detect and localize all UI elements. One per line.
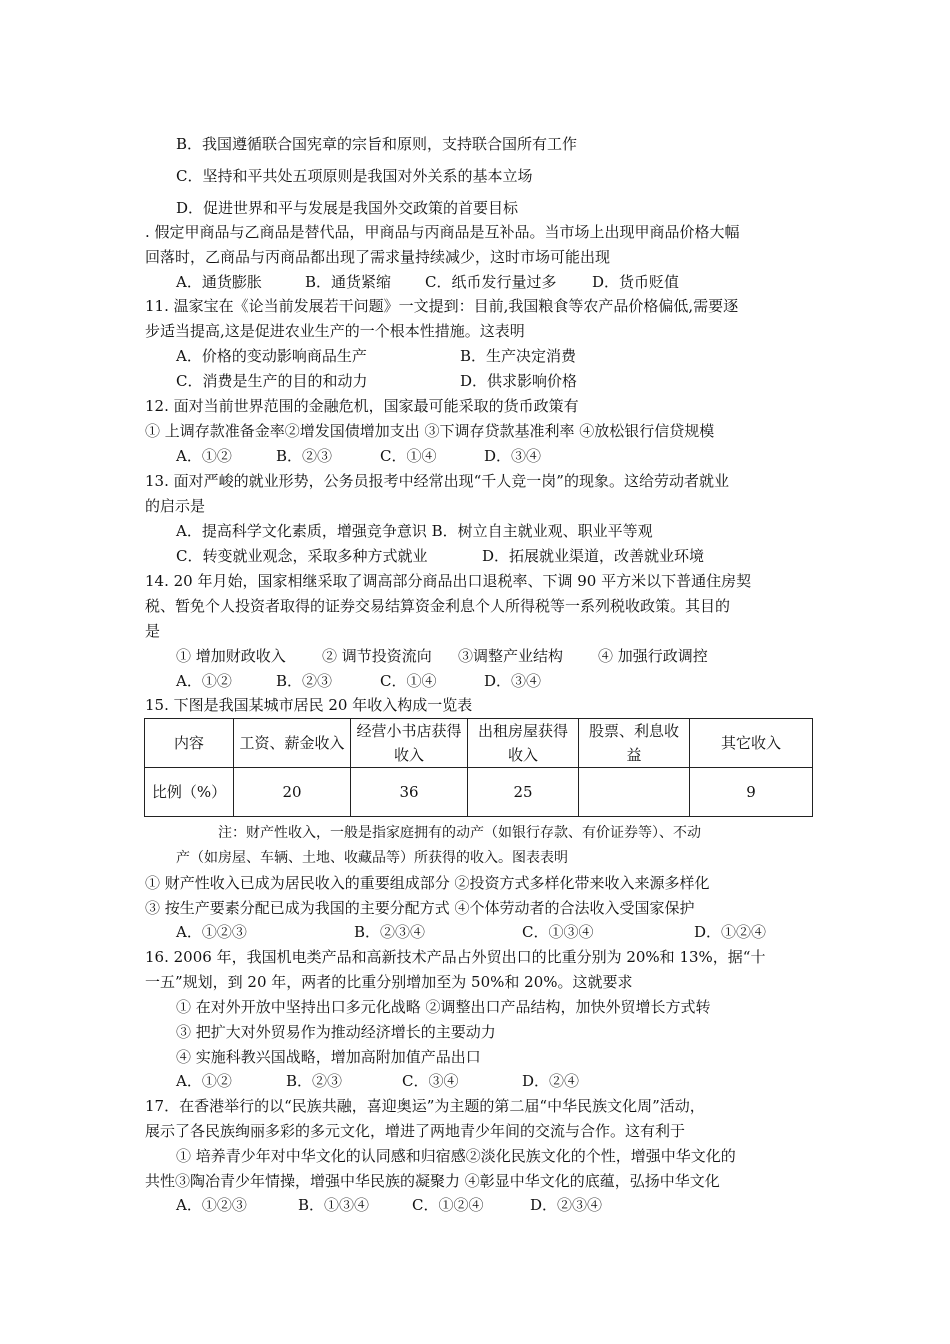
q16-option-d: D．②④	[522, 1072, 580, 1090]
table-header-cell: 出租房屋获得收入	[468, 719, 579, 768]
q11-option-a: A．价格的变动影响商品生产	[176, 347, 367, 365]
q-goods-option-a: A．通货膨胀	[176, 273, 262, 291]
table-header-row	[145, 719, 813, 768]
q12-option-a: A．①②	[176, 447, 232, 465]
q13-stem-line1: 13. 面对严峻的就业形势，公务员报考中经常出现“千人竞一岗”的现象。这给劳动者就业	[145, 472, 729, 490]
q15-option-c: C．①③④	[522, 923, 594, 941]
q14-stem-line3: 是	[145, 622, 161, 640]
q12-option-b: B．②③	[276, 447, 333, 465]
q14-stem-line2: 税、暂免个人投资者取得的证券交易结算资金利息个人所得税等一系列税收政策。其目的	[145, 597, 731, 615]
q16-stem-line1: 16. 2006 年，我国机电类产品和高新技术产品占外贸出口的比重分别为 20%和 13%，据“十	[145, 948, 766, 966]
q14-item-2: ② 调节投资流向	[322, 647, 432, 665]
q17-stem-line2: 展示了各民族绚丽多彩的多元文化，增进了两地青少年间的交流与合作。这有利于	[145, 1122, 686, 1140]
q16-statement-1: ① 在对外开放中坚持出口多元化战略 ②调整出口产品结构，加快外贸增长方式转	[176, 998, 711, 1016]
q14-option-d: D．③④	[484, 672, 542, 690]
q15-note-line2: 产（如房屋、车辆、土地、收藏品等）所获得的收入。图表表明	[176, 850, 568, 866]
income-table	[144, 718, 813, 817]
q17-option-d: D．②③④	[530, 1196, 603, 1214]
q11-stem-line1: 11. 温家宝在《论当前发展若干问题》一文提到：目前,我国粮食等农产品价格偏低,需要逐	[145, 297, 739, 315]
q17-option-a: A．①②③	[176, 1196, 247, 1214]
q-goods-option-d: D．货币贬值	[592, 273, 680, 291]
q13-stem-line2: 的启示是	[145, 497, 206, 515]
q11-option-d: D．供求影响价格	[460, 372, 578, 390]
q10-option-d: D．促进世界和平与发展是我国外交政策的首要目标	[176, 199, 519, 217]
table-cell: 36	[351, 768, 468, 817]
q12-statements: ① 上调存款准备金率②增发国债增加支出 ③下调存贷款基准利率 ④放松银行信贷规模	[145, 422, 715, 440]
q16-option-c: C．③④	[402, 1072, 459, 1090]
q17-stem-line1: 17．在香港举行的以“民族共融，喜迎奥运”为主题的第二届“中华民族文化周”活动，	[145, 1097, 705, 1115]
q14-item-1: ① 增加财政收入	[176, 647, 286, 665]
q15-stem: 15. 下图是我国某城市居民 20 年收入构成一览表	[145, 696, 473, 714]
q10-option-b: B．我国遵循联合国宪章的宗旨和原则，支持联合国所有工作	[176, 135, 578, 153]
q15-option-b: B．②③④	[354, 923, 426, 941]
table-header-cell: 工资、薪金收入	[234, 719, 351, 768]
q16-option-a: A．①②	[176, 1072, 232, 1090]
q15-option-a: A．①②③	[176, 923, 247, 941]
q16-statement-2: ③ 把扩大对外贸易作为推动经济增长的主要动力	[176, 1023, 496, 1041]
table-cell: 9	[690, 768, 813, 817]
table-header-cell: 其它收入	[690, 719, 813, 768]
q14-option-a: A．①②	[176, 672, 232, 690]
q17-statements-1: ① 培养青少年对中华文化的认同感和归宿感②淡化民族文化的个性，增强中华文化的	[176, 1147, 736, 1165]
q13-option-d: D．拓展就业渠道，改善就业环境	[482, 547, 705, 565]
q16-statement-3: ④ 实施科教兴国战略，增加高附加值产品出口	[176, 1048, 481, 1066]
table-header-cell: 经营小书店获得收入	[351, 719, 468, 768]
q-goods-option-b: B．通货紧缩	[305, 273, 392, 291]
q11-stem-line2: 步适当提高,这是促进农业生产的一个根本性措施。这表明	[145, 322, 525, 340]
q14-item-4: ④ 加强行政调控	[598, 647, 708, 665]
q11-option-b: B．生产决定消费	[460, 347, 577, 365]
q11-option-c: C．消费是生产的目的和动力	[176, 372, 368, 390]
q12-stem-line1: 12. 面对当前世界范围的金融危机，国家最可能采取的货币政策有	[145, 397, 579, 415]
table-header-cell: 股票、利息收益	[579, 719, 690, 768]
q16-stem-line2: 一五”规划，到 20 年，两者的比重分别增加至为 50%和 20%。这就要求	[145, 973, 633, 991]
q15-note-line1: 注：财产性收入，一般是指家庭拥有的动产（如银行存款、有价证券等）、不动	[218, 825, 701, 841]
table-row	[145, 768, 813, 817]
table-cell	[579, 768, 690, 817]
q14-option-b: B．②③	[276, 672, 333, 690]
q14-item-3: ③调整产业结构	[458, 647, 564, 665]
table-header-cell: 内容	[145, 719, 234, 768]
q17-option-c: C．①②④	[412, 1196, 484, 1214]
q16-option-b: B．②③	[286, 1072, 343, 1090]
q14-stem-line1: 14. 20 年月始，国家相继采取了调高部分商品出口退税率、下调 90 平方米以下普通住房契	[145, 572, 752, 590]
q17-option-b: B．①③④	[298, 1196, 370, 1214]
q12-option-c: C．①④	[380, 447, 437, 465]
q15-statements-2: ③ 按生产要素分配已成为我国的主要分配方式 ④个体劳动者的合法收入受国家保护	[145, 899, 695, 917]
table-row-label: 比例（%）	[145, 768, 234, 817]
q-goods-option-c: C．纸币发行量过多	[425, 273, 557, 291]
q-goods-stem-line2: 回落时，乙商品与丙商品都出现了需求量持续减少，这时市场可能出现	[145, 248, 611, 266]
q15-option-d: D．①②④	[694, 923, 767, 941]
q10-option-c: C．坚持和平共处五项原则是我国对外关系的基本立场	[176, 167, 533, 185]
table-cell: 25	[468, 768, 579, 817]
table-cell: 20	[234, 768, 351, 817]
q13-option-ab: A．提高科学文化素质，增强竞争意识 B．树立自主就业观、职业平等观	[176, 522, 653, 540]
q17-statements-2: 共性③陶冶青少年情操，增强中华民族的凝聚力 ④彰显中华文化的底蕴，弘扬中华文化	[145, 1172, 720, 1190]
q15-statements-1: ① 财产性收入已成为居民收入的重要组成部分 ②投资方式多样化带来收入来源多样化	[145, 874, 710, 892]
q-goods-stem-line1: . 假定甲商品与乙商品是替代品，甲商品与丙商品是互补品。当市场上出现甲商品价格大幅	[145, 223, 740, 241]
q12-option-d: D．③④	[484, 447, 542, 465]
q13-option-c: C．转变就业观念，采取多种方式就业	[176, 547, 428, 565]
q14-option-c: C．①④	[380, 672, 437, 690]
